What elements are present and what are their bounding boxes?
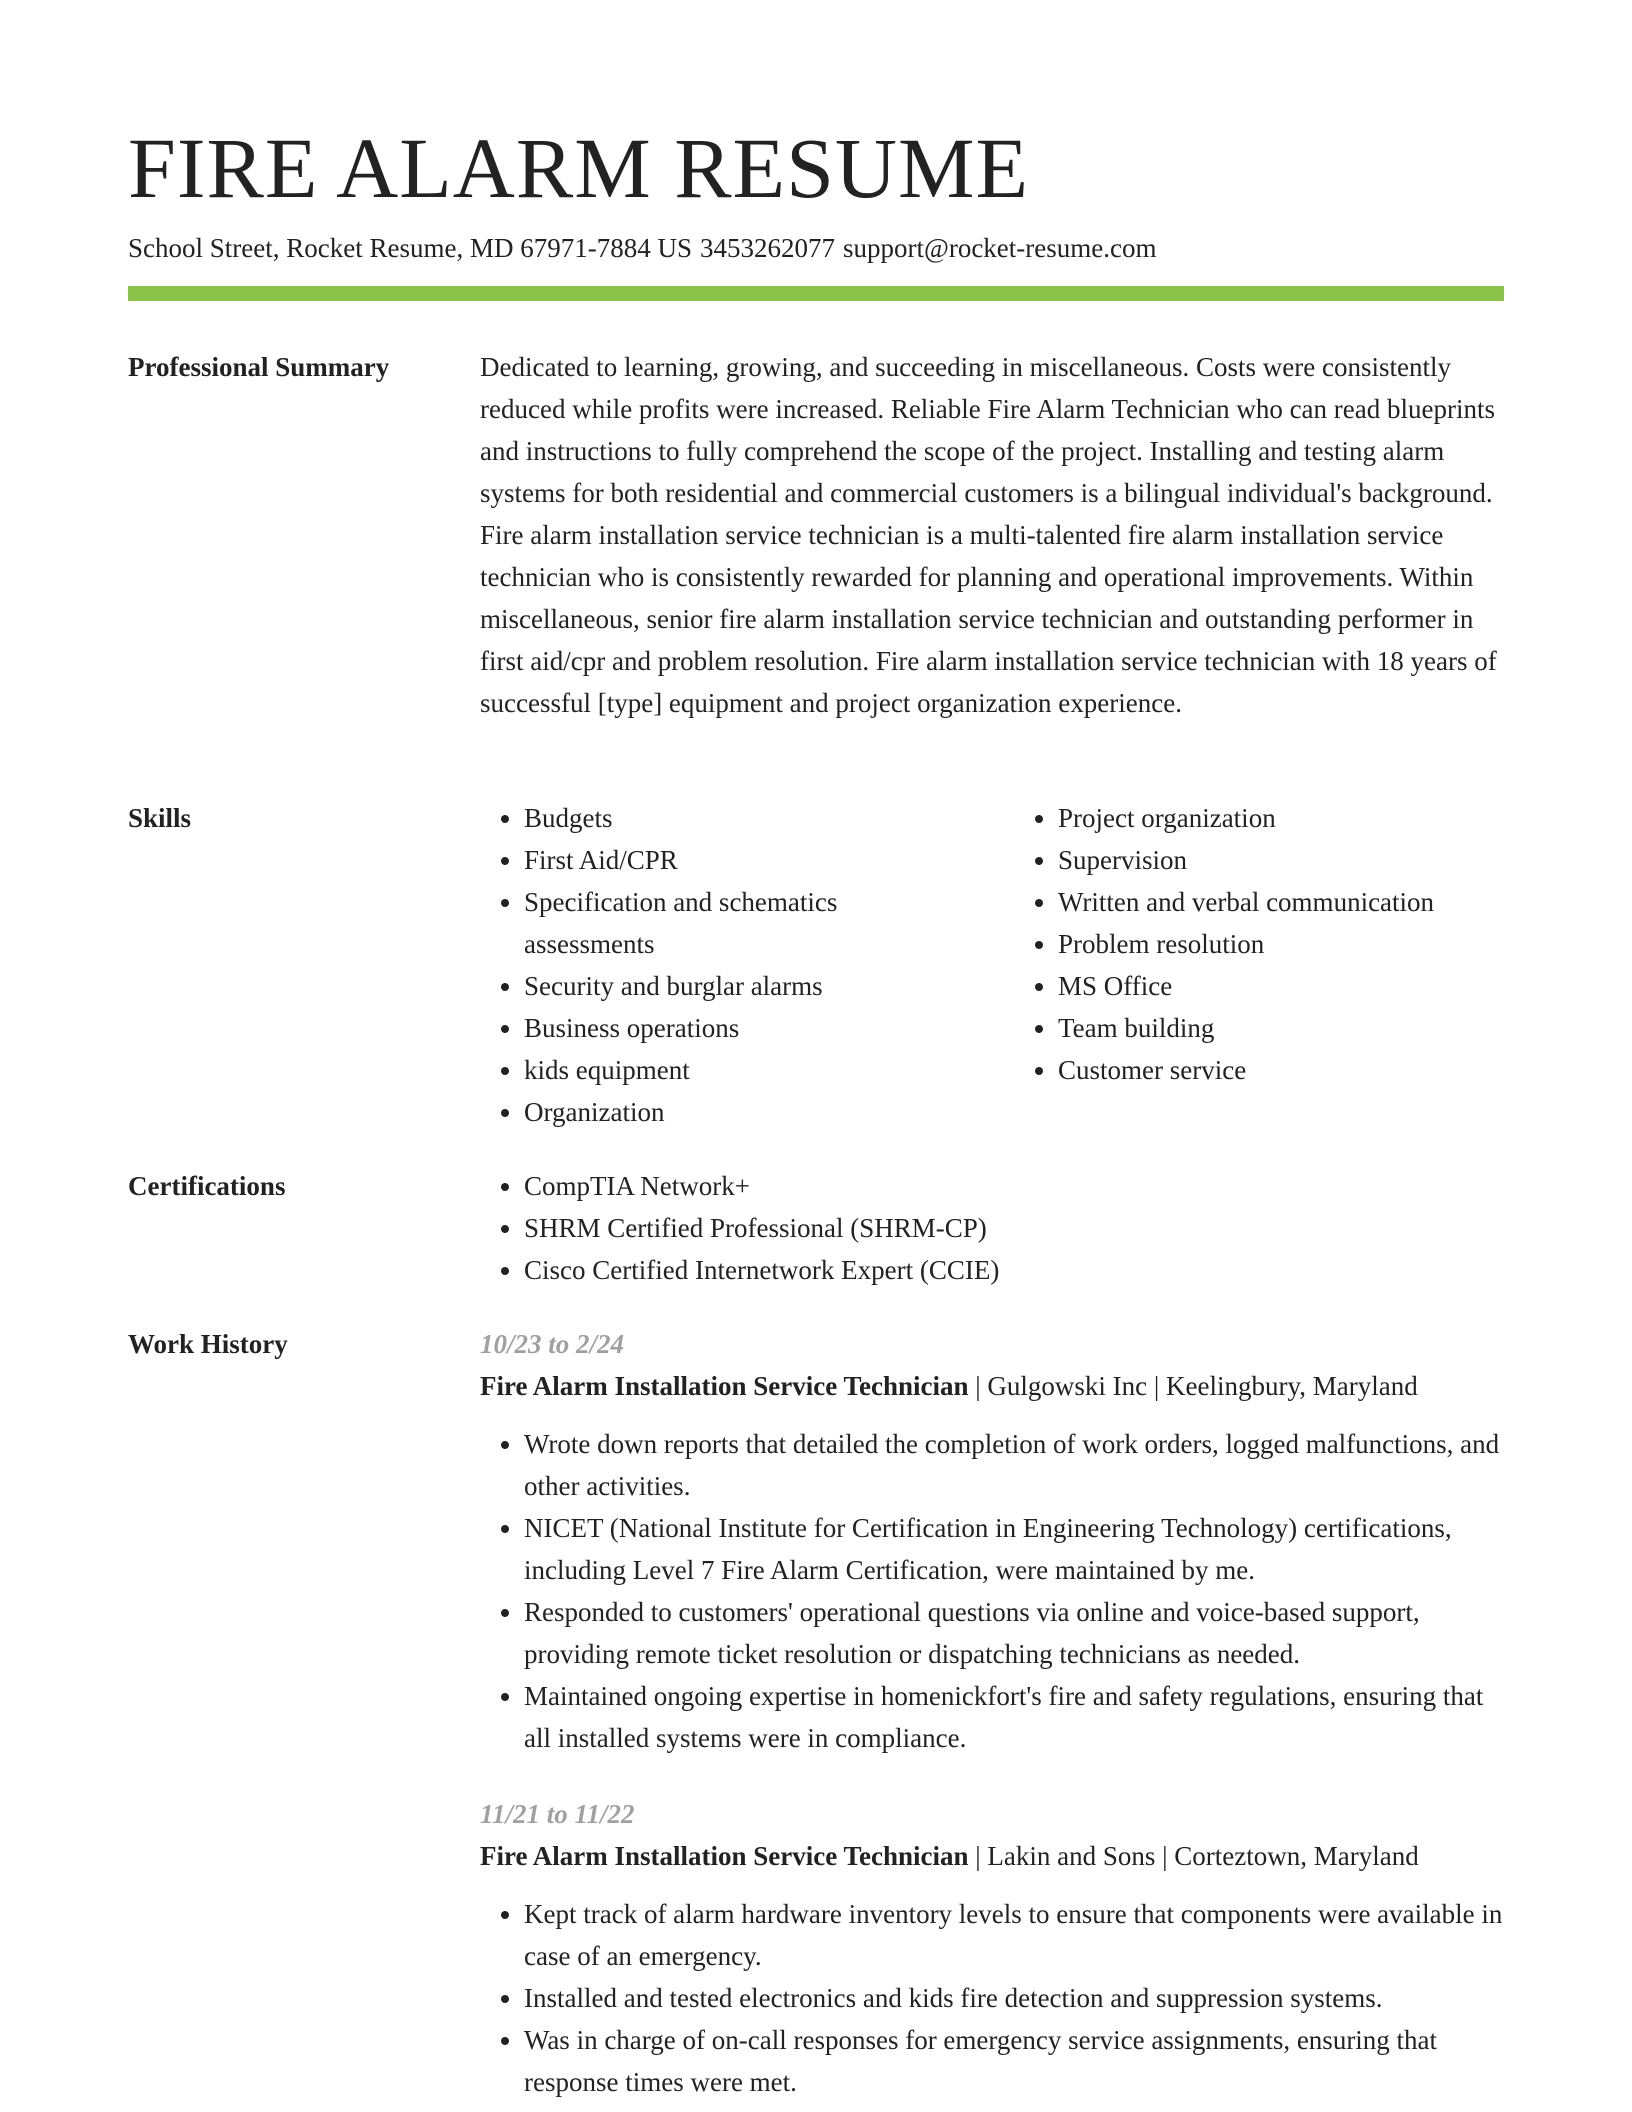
certifications-body — [480, 1165, 1504, 1291]
skills-list-right — [1014, 797, 1504, 1133]
section-title-skills: Skills — [128, 803, 192, 833]
skill-item: • Budgets — [524, 797, 970, 839]
certifications-list — [480, 1165, 1504, 1291]
job-bullet: • Responded to customers' operational questions via online and voice-based support, providing remote ticket resolution or dispatching technicians as needed. — [524, 1591, 1504, 1675]
section-title-work-history: Work History — [128, 1329, 288, 1359]
job-title: Fire Alarm Installation Service Technician — [480, 1841, 969, 1871]
skill-item: • Problem resolution — [1058, 923, 1504, 965]
job-title: Fire Alarm Installation Service Technician — [480, 1371, 969, 1401]
job-heading — [480, 1365, 1504, 1407]
certification-item: • Cisco Certified Internetwork Expert (CCIE) — [524, 1249, 1504, 1291]
skills-body — [480, 797, 1504, 1133]
job-bullet: • Kept track of alarm hardware inventory levels to ensure that components were available in case of an emergency. — [524, 1893, 1504, 1977]
skill-item: • Customer service — [1058, 1049, 1504, 1091]
section-title-certifications: Certifications — [128, 1171, 286, 1201]
skill-item: • Specification and schematics assessments — [524, 881, 970, 965]
header-divider — [128, 286, 1504, 301]
skills-list-left — [480, 797, 970, 1133]
work-history-body — [480, 1323, 1504, 2103]
job-bullet: • Maintained ongoing expertise in homenickfort's fire and safety regulations, ensuring that all installed systems were in compliance. — [524, 1675, 1504, 1759]
summary-body — [480, 346, 1504, 724]
job-bullets — [480, 1423, 1504, 1759]
job-bullet: • NICET (National Institute for Certification in Engineering Technology) certifications, including Level 7 Fire Alarm Certification, were maintained by me. — [524, 1507, 1504, 1591]
job-bullets — [480, 1893, 1504, 2103]
skill-item: • First Aid/CPR — [524, 839, 970, 881]
skill-item: • Supervision — [1058, 839, 1504, 881]
job-bullet: • Was in charge of on-call responses for emergency service assignments, ensuring that response times were met. — [524, 2019, 1504, 2103]
skill-item: • Business operations — [524, 1007, 970, 1049]
job-details: | Gulgowski Inc | Keelingbury, Maryland — [968, 1371, 1418, 1401]
skill-item: • Project organization — [1058, 797, 1504, 839]
resume-title: FIRE ALARM RESUME — [128, 120, 1030, 216]
skill-item: • MS Office — [1058, 965, 1504, 1007]
job-entry — [480, 1323, 1504, 1759]
job-dates: 10/23 to 2/24 — [480, 1329, 625, 1359]
job-bullet: • Installed and tested electronics and kids fire detection and suppression systems. — [524, 1977, 1504, 2019]
skill-item: • Written and verbal communication — [1058, 881, 1504, 923]
certification-item: • SHRM Certified Professional (SHRM-CP) — [524, 1207, 1504, 1249]
job-details: | Lakin and Sons | Corteztown, Maryland — [968, 1841, 1419, 1871]
section-title-summary: Professional Summary — [128, 352, 390, 382]
job-heading — [480, 1835, 1504, 1877]
skill-item: • Team building — [1058, 1007, 1504, 1049]
summary-text: Dedicated to learning, growing, and succeeding in miscellaneous. Costs were consistently reduced while profits were increased. Reliable Fire Alarm Technician who can read blueprints and instructions to fully comprehend the scope of the project. Installing and testing alarm systems for both residential and commercial customers is a bilingual individual's background. Fire alarm installation service technician is a multi-talented fire alarm installation service technician who is consistently rewarded for planning and operational improvements. Within miscellaneous, senior fire alarm installation service technician and outstanding performer in first aid/cpr and problem resolution. Fire alarm installation service technician with 18 years of successful [type] equipment and project organization experience. — [480, 352, 1497, 718]
job-bullet: • Wrote down reports that detailed the completion of work orders, logged malfunctions, and other activities. — [524, 1423, 1504, 1507]
certification-item: • CompTIA Network+ — [524, 1165, 1504, 1207]
skill-item: • kids equipment — [524, 1049, 970, 1091]
phone: 3453262077 — [699, 233, 835, 263]
skill-item: • Organization — [524, 1091, 970, 1133]
email: support@rocket-resume.com — [842, 233, 1157, 263]
skill-item: • Security and burglar alarms — [524, 965, 970, 1007]
job-dates: 11/21 to 11/22 — [480, 1799, 635, 1829]
job-entry — [480, 1793, 1504, 2103]
address: School Street, Rocket Resume, MD 67971-7884 US — [128, 233, 692, 263]
contact-line — [128, 230, 1157, 266]
